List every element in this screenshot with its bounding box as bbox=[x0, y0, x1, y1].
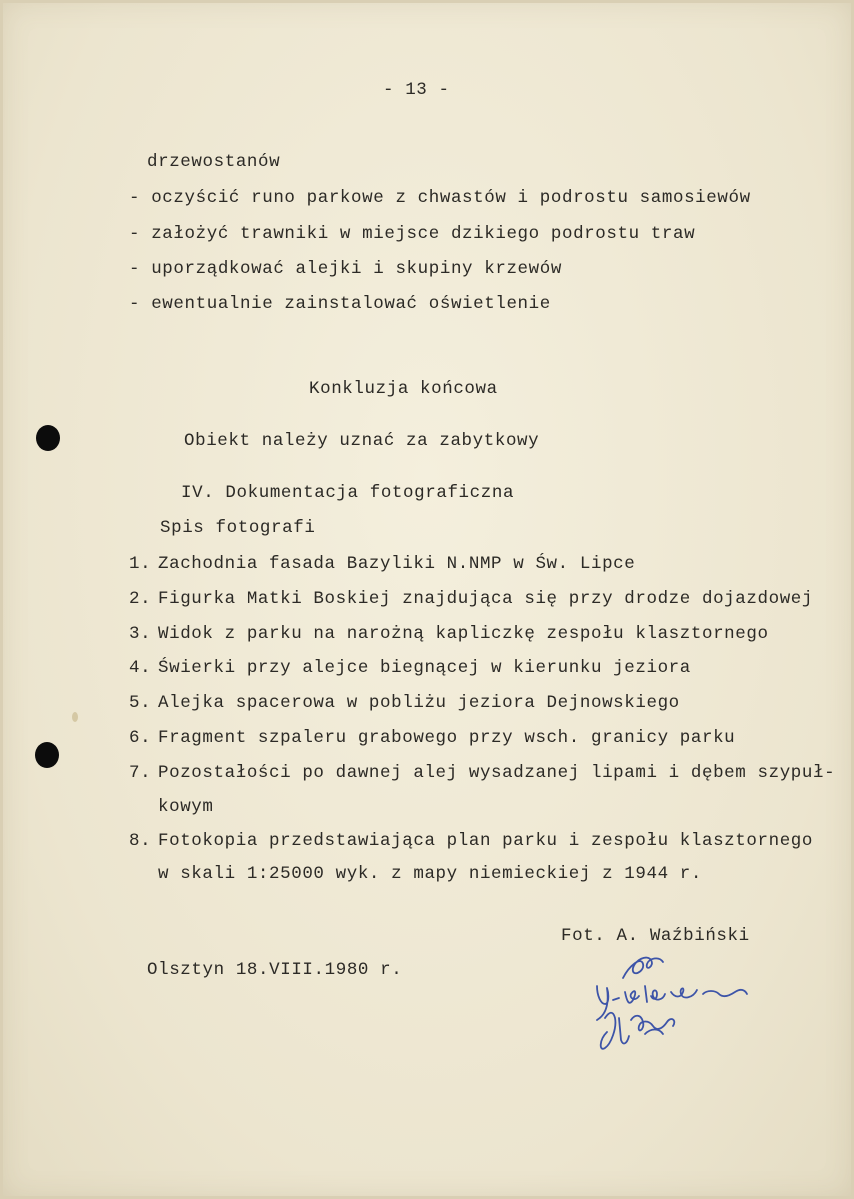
photo-number: 5. bbox=[129, 693, 152, 713]
page-number: - 13 - bbox=[383, 80, 450, 100]
photo-caption-continuation: w skali 1:25000 wyk. z mapy niemieckiej z 1944 r. bbox=[158, 864, 702, 884]
photo-caption: Fotokopia przedstawiająca plan parku i zespołu klasztornego bbox=[158, 831, 814, 851]
photo-caption: Figurka Matki Boskiej znajdująca się przy drodze dojazdowej bbox=[158, 589, 814, 609]
photo-caption: Widok z parku na narożną kapliczkę zespołu klasztornego bbox=[158, 624, 769, 644]
bullet-line: - ewentualnie zainstalować oświetlenie bbox=[129, 294, 551, 314]
bullet-line: - oczyścić runo parkowe z chwastów i podrostu samosiewów bbox=[129, 188, 751, 208]
photo-number: 6. bbox=[129, 728, 152, 748]
photo-number: 1. bbox=[129, 554, 152, 574]
punch-hole-bottom bbox=[35, 742, 59, 768]
paper-stain bbox=[72, 712, 78, 722]
punch-hole-top bbox=[36, 425, 60, 451]
section-heading: IV. Dokumentacja fotograficzna bbox=[181, 483, 515, 503]
bullet-line: - założyć trawniki w miejsce dzikiego podrostu traw bbox=[129, 224, 696, 244]
photo-caption: Alejka spacerowa w pobliżu jeziora Dejnowskiego bbox=[158, 693, 680, 713]
list-heading: Spis fotografi bbox=[160, 518, 316, 538]
photo-number: 4. bbox=[129, 658, 152, 678]
place-date: Olsztyn 18.VIII.1980 r. bbox=[147, 960, 403, 980]
photo-caption: Fragment szpaleru grabowego przy wsch. granicy parku bbox=[158, 728, 736, 748]
photo-caption: Zachodnia fasada Bazyliki N.NMP w Św. Lipce bbox=[158, 554, 636, 574]
photo-caption: Pozostałości po dawnej alej wysadzanej lipami i dębem szypuł- bbox=[158, 763, 836, 783]
photo-number: 8. bbox=[129, 831, 152, 851]
photo-number: 7. bbox=[129, 763, 152, 783]
photo-caption-continuation: kowym bbox=[158, 797, 214, 817]
photo-number: 2. bbox=[129, 589, 152, 609]
photo-number: 3. bbox=[129, 624, 152, 644]
conclusion-text: Obiekt należy uznać za zabytkowy bbox=[184, 431, 540, 451]
handwritten-signature bbox=[585, 948, 765, 1058]
continuation-word: drzewostanów bbox=[147, 152, 281, 172]
photo-credit: Fot. A. Waźbiński bbox=[561, 926, 750, 946]
conclusion-heading: Konkluzja końcowa bbox=[309, 379, 498, 399]
bullet-line: - uporządkować alejki i skupiny krzewów bbox=[129, 259, 562, 279]
photo-caption: Świerki przy alejce biegnącej w kierunku jeziora bbox=[158, 658, 691, 678]
